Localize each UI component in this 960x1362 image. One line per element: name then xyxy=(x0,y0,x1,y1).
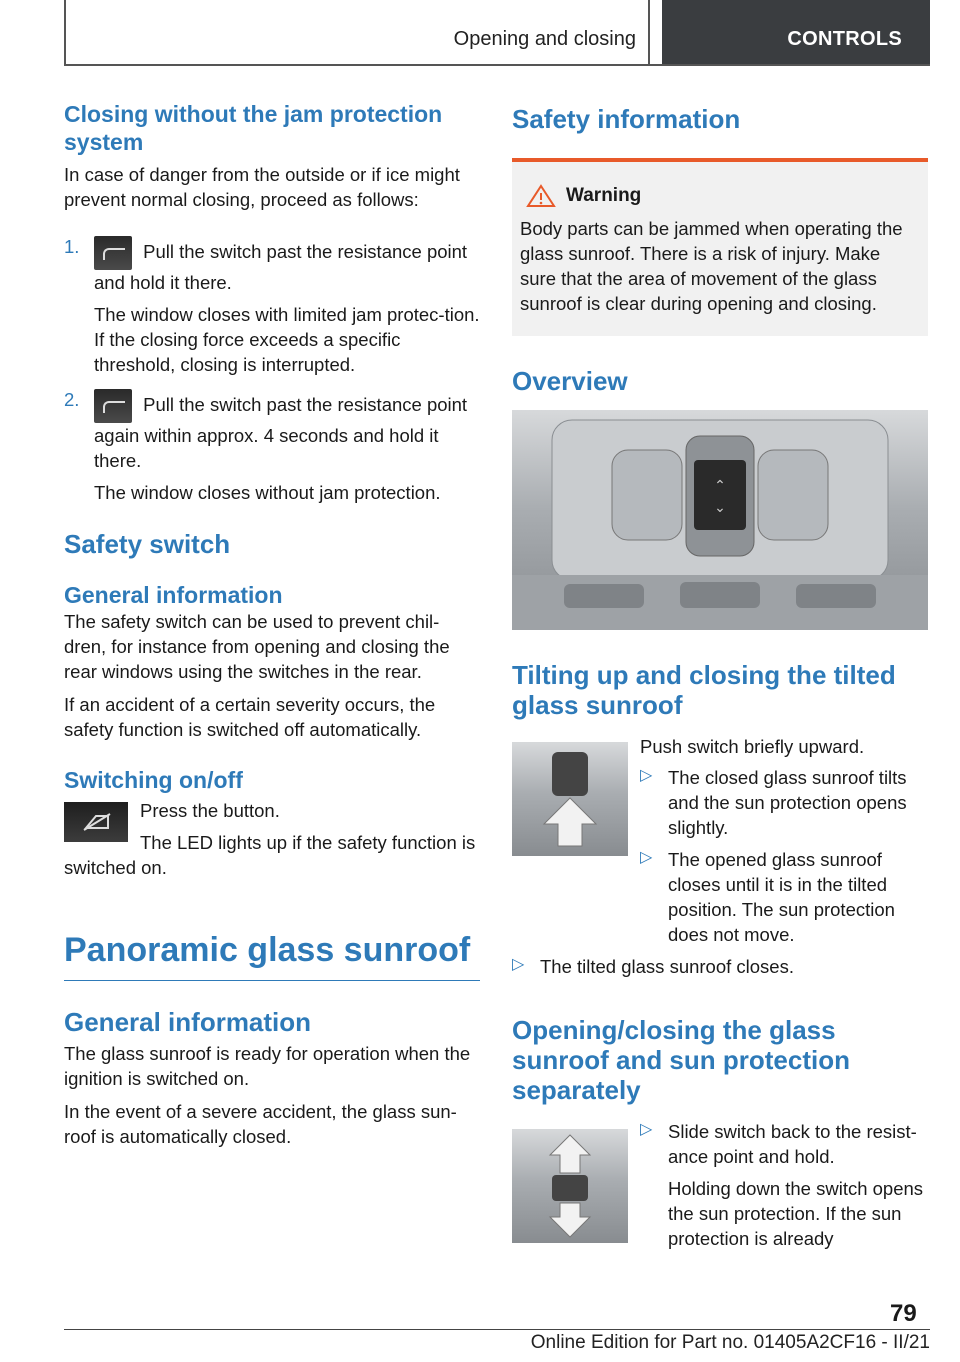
warning-title: Warning xyxy=(566,185,642,206)
tilt-bullet-3 xyxy=(512,954,928,979)
bullet-icon: ▷ xyxy=(512,956,525,973)
window-switch-icon xyxy=(94,389,132,423)
push-up-photo xyxy=(512,742,628,856)
page-number: 79 xyxy=(890,1300,917,1327)
overview-heading: Overview xyxy=(512,366,628,396)
tilting-heading: Tilting up and closing the tilted glass sunroof xyxy=(512,660,896,720)
safety-paragraph-2: If an accident of a certain severity occurs, the safety function is switched off automatically. xyxy=(64,694,436,740)
overhead-console-illustration xyxy=(512,410,928,630)
bullet-note: Holding down the switch opens the sun protection. If the sun protection is already xyxy=(668,1178,924,1249)
header-chapter-tab xyxy=(662,0,930,66)
pano-general-heading: General information xyxy=(64,1007,312,1037)
safety-switch-button-icon xyxy=(64,802,128,842)
step-number: 1. xyxy=(64,236,80,257)
panoramic-heading: Panoramic glass sunroof xyxy=(64,930,480,981)
closing-intro: In case of danger from the outside or if ice might prevent normal closing, proceed as follows: xyxy=(64,164,460,210)
push-up-arrow-illustration xyxy=(512,742,628,856)
tilt-bullet-1 xyxy=(640,765,928,840)
header-chapter-label: CONTROLS xyxy=(787,28,902,50)
led-text: The LED lights up if the safety function is switched on. xyxy=(64,832,476,878)
push-text: Push switch briefly upward. xyxy=(640,736,865,757)
footer-rule xyxy=(64,1329,930,1330)
tilting-block xyxy=(512,734,928,947)
bullet-text: The opened glass sunroof closes until it is in the tilted position. The sun protection does not move. xyxy=(668,849,895,945)
pano-paragraph-1: The glass sunroof is ready for operation when the ignition is switched on. xyxy=(64,1043,471,1089)
pano-paragraph-2: In the event of a severe accident, the glass sun-roof is automatically closed. xyxy=(64,1101,457,1147)
tilt-bullet-2 xyxy=(640,847,928,947)
step-note: The window closes with limited jam protec-tion. If the closing force exceeds a specific threshold, closing is interrupted. xyxy=(94,304,480,375)
header-left-border xyxy=(64,0,66,66)
open-bullet-1 xyxy=(640,1119,928,1251)
bullet-text: The closed glass sunroof tilts and the sun protection opens slightly. xyxy=(668,767,907,838)
child-lock-icon xyxy=(64,802,128,842)
footer-edition: Online Edition for Part no. 01405A2CF16 - II/21 xyxy=(530,1332,930,1353)
bullet-text: The tilted glass sunroof closes. xyxy=(540,956,794,977)
switching-block xyxy=(64,798,480,880)
bullet-icon: ▷ xyxy=(640,1121,653,1138)
closing-heading: Closing without the jam protection system xyxy=(64,101,443,155)
warning-text: Body parts can be jammed when operating the glass sunroof. There is a risk of injury. Make sure that the area of movement of the glass sunroof is clear during opening and closing. xyxy=(520,218,903,314)
bullet-icon: ▷ xyxy=(640,849,653,866)
slide-arrows-illustration xyxy=(512,1129,628,1243)
safety-paragraph-1: The safety switch can be used to prevent chil-dren, for instance from opening and closing the rear windows using the switches in the rear. xyxy=(64,611,450,682)
bullet-icon: ▷ xyxy=(640,767,653,784)
press-text: Press the button. xyxy=(140,800,280,821)
svg-text:⌄: ⌄ xyxy=(714,499,726,515)
step-text: Pull the switch past the resistance point again within approx. 4 seconds and hold it there. xyxy=(94,393,468,471)
window-switch-icon xyxy=(94,236,132,270)
switching-heading: Switching on/off xyxy=(64,767,243,793)
step-text: Pull the switch past the resistance point and hold it there. xyxy=(94,240,468,293)
header-rule xyxy=(64,64,930,66)
overview-photo xyxy=(512,410,928,630)
safety-info-heading: Safety information xyxy=(512,104,741,134)
step-1 xyxy=(64,236,480,377)
left-column xyxy=(64,100,480,1149)
safety-general-heading: General information xyxy=(64,582,283,608)
opening-heading: Opening/closing the glass sunroof and sun protection separately xyxy=(512,1015,850,1105)
warning-triangle-icon xyxy=(526,184,556,208)
step-number: 2. xyxy=(64,389,80,410)
warning-box xyxy=(512,158,928,336)
right-column xyxy=(512,100,928,1251)
header-section-title: Opening and closing xyxy=(453,28,636,50)
opening-block xyxy=(512,1119,928,1251)
step-2 xyxy=(64,389,480,505)
header-divider xyxy=(648,0,650,66)
slide-photo xyxy=(512,1129,628,1243)
svg-text:⌃: ⌃ xyxy=(714,477,726,493)
safety-switch-heading: Safety switch xyxy=(64,529,231,559)
step-note: The window closes without jam protection. xyxy=(94,482,441,503)
bullet-text: Slide switch back to the resist-ance point and hold. xyxy=(668,1121,917,1167)
